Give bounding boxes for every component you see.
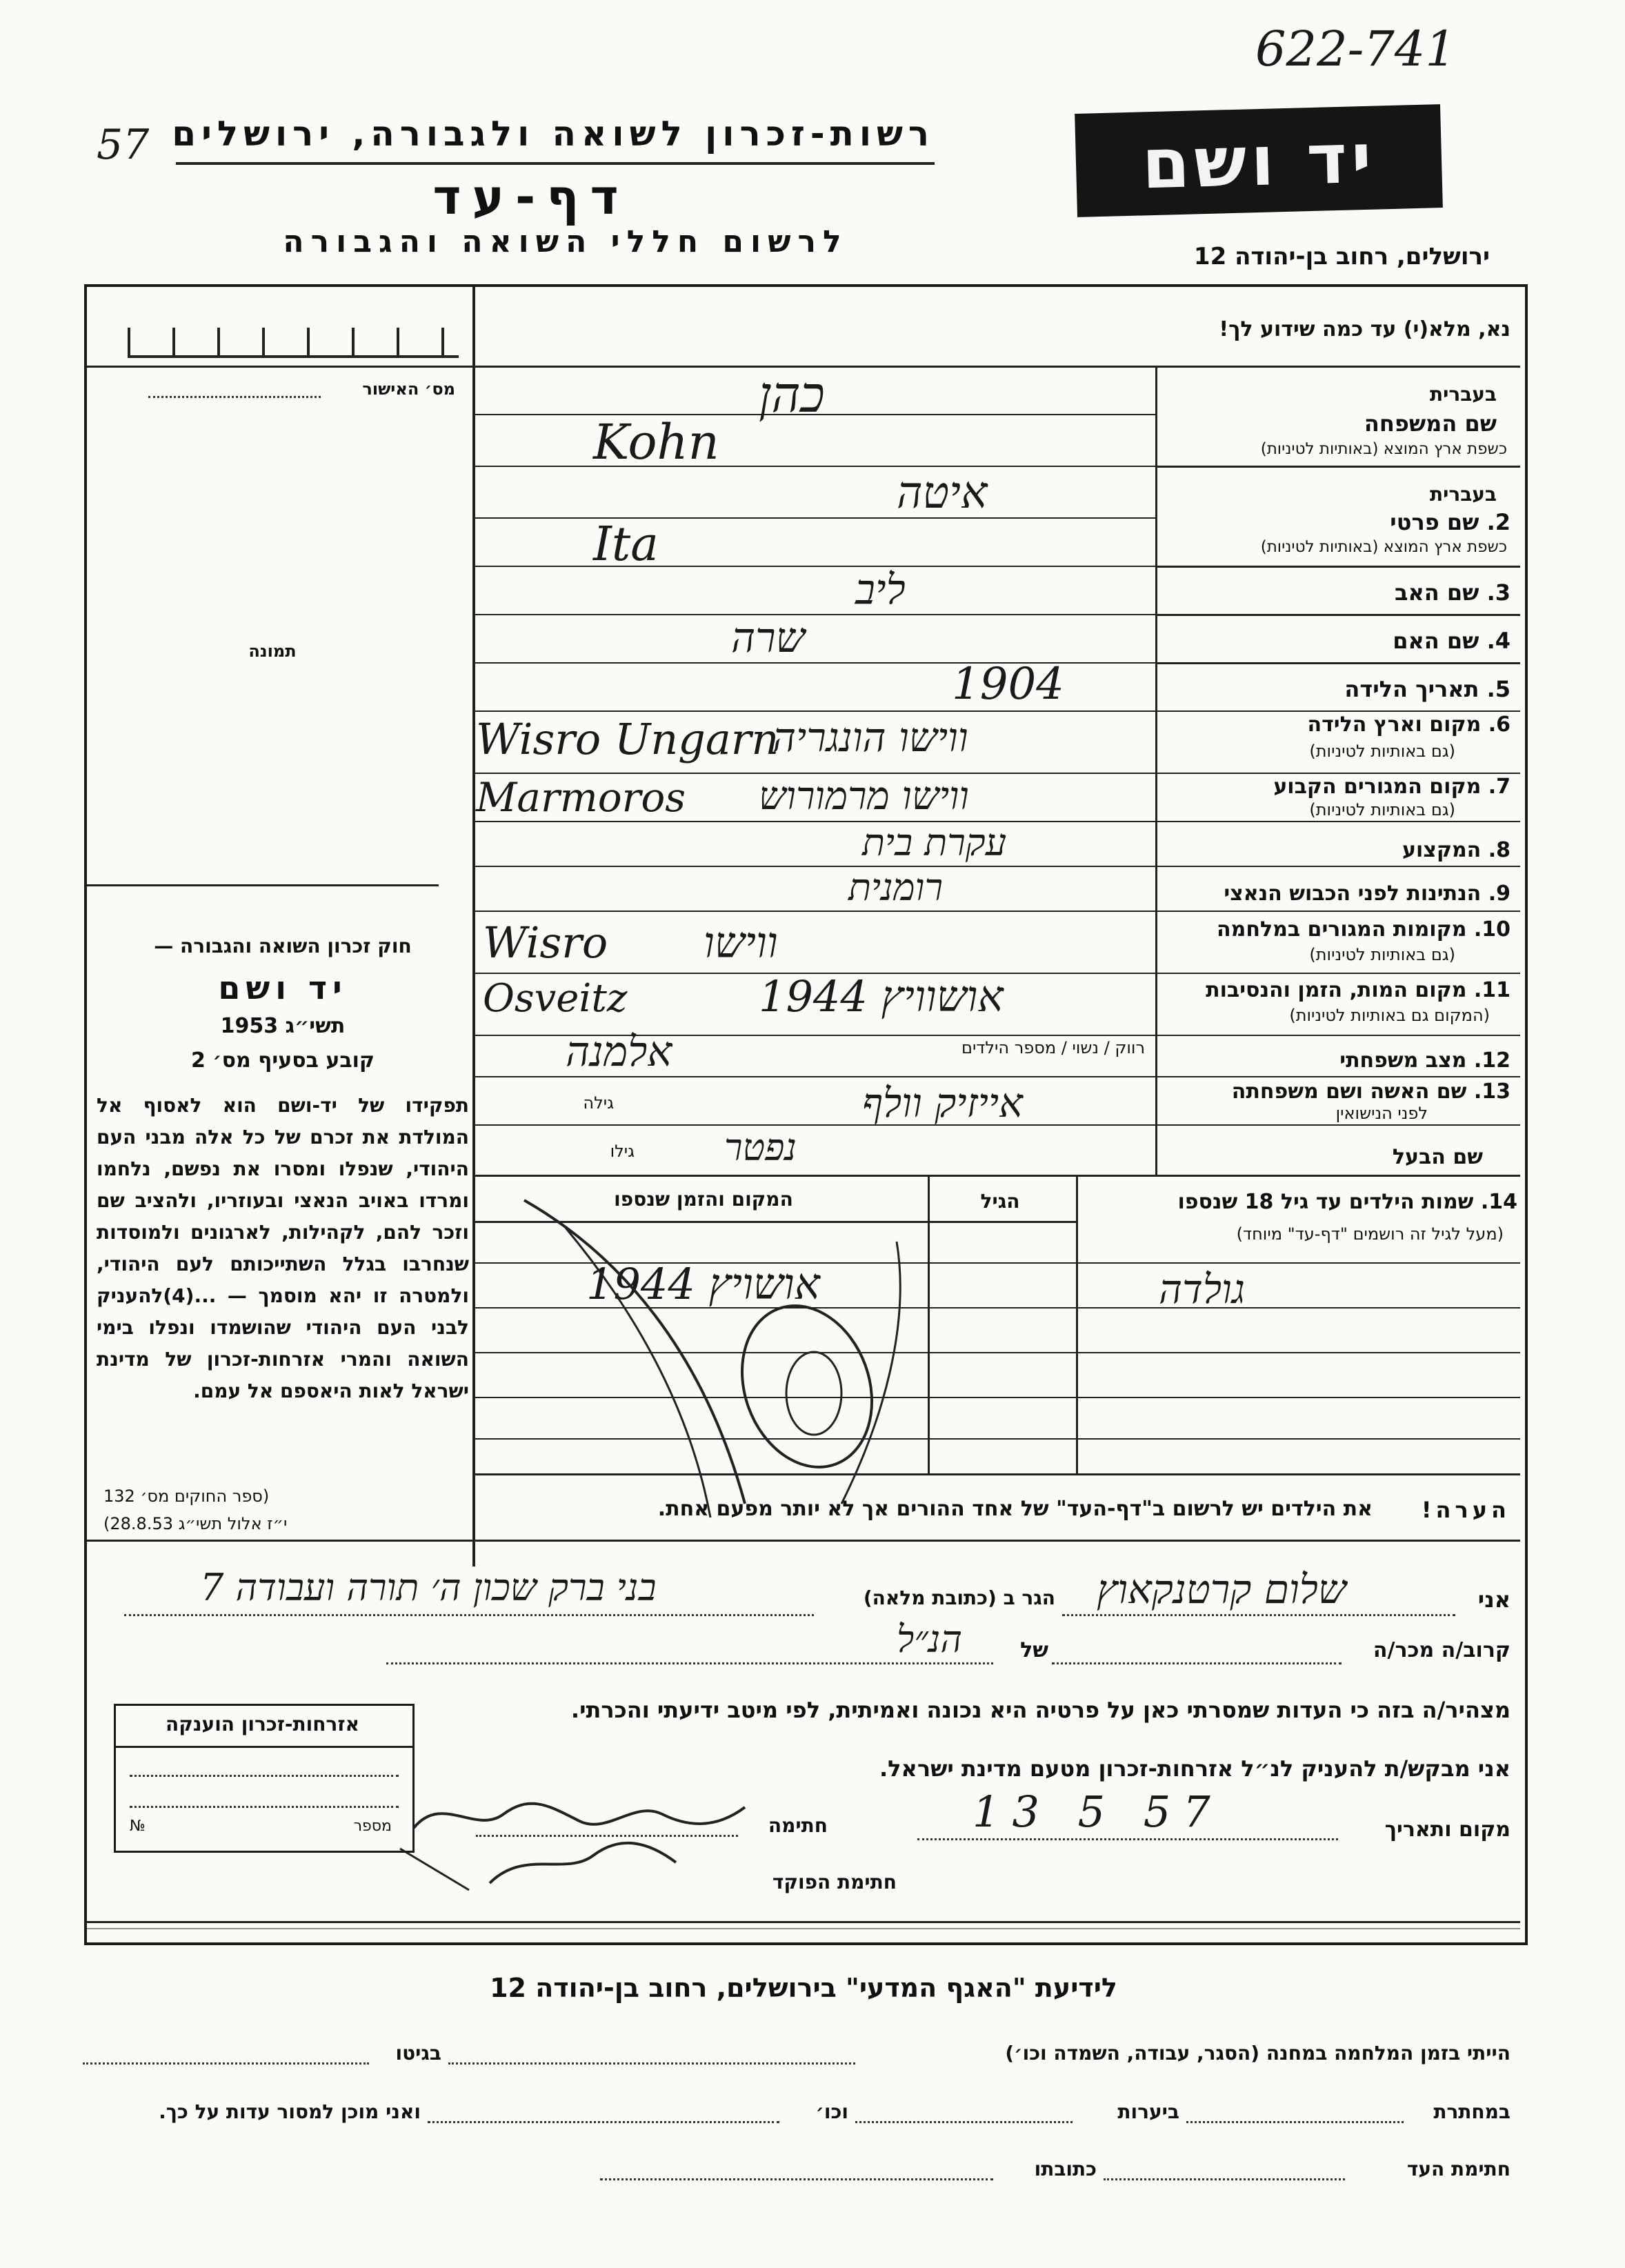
org-underline [176,162,935,165]
camp-line: הייתי בזמן המלחמה במחנה (הסגר, עבודה, השמדה וכו׳) [1005,2042,1511,2065]
law-reference: (ספר החוקים מס׳ 132 [103,1486,270,1506]
law-date: י״ז אלול תשי״ג 28.8.53) [103,1514,288,1533]
citizenship-box-title: אזרחות-זכרון הוענקה [166,1713,359,1735]
law-text: תפקידו של יד-ושם הוא לאסוף אל המולדת את זכרם של כל אלה מבני העם היהודי, שנפלו ומסרו את נפשם, נלחמו ומרדו באויב הנאצי ובעוזריו, ולהציב שם וזכר להם, לקהילות, לארגונים ולמוסדות שנחרבו בגלל השתייכותם לעם היהודי, ולמטרה זו יהא מוסמך — ...(4)להעניק לבני העם היהודי שהושמדו ונפלו בימי השואה והמרי אזרחות-זכרון של מדינת ישראל לאות היאספם אל עמם. [97,1094,469,1402]
hiding-label: במחתרת [1433,2100,1511,2123]
in-hebrew-label-2: בעברית [1429,483,1497,506]
forests-field[interactable] [855,2121,1073,2123]
death-sub: (המקום גם באותיות לטיניות) [1289,1006,1490,1025]
first-name-latin-value: Ita [593,517,659,572]
law-title: חוק זכרון השואה והגבורה — [154,935,412,957]
declarant-address-value: בני ברק שכון ה׳ תורה ועבודה 7 [200,1566,657,1609]
relative-label: קרוב/ה מכר/ה [1373,1638,1511,1662]
father-label: 3. שם האב [1394,579,1511,606]
child-fate-value: אושויץ 1944 [586,1259,820,1309]
husband-note-value: נפטר [724,1126,797,1169]
residence-latin-value: Marmoros [476,774,686,821]
first-name-hebrew-value: איטה [897,468,988,519]
nationality-label: 9. הנתינות לפני הכבוש הנאצי [1224,882,1511,906]
witness-signature-field[interactable] [1104,2178,1345,2180]
citizenship-number-sign: № [130,1818,146,1835]
lower-divider-dashed [87,1928,1520,1929]
war-residence-hebrew-value: ווישו [704,917,778,968]
camp-field[interactable] [448,2062,855,2065]
law-clause: קובע בסעיף מס׳ 2 [190,1048,375,1073]
place-date-label: מקום ותאריך [1384,1818,1511,1842]
declarant-value: שלום קרטנקאוץ [1097,1566,1346,1613]
clerk-label: חתימת הפוקד [772,1871,897,1893]
family-status-value: אלמנה [566,1028,672,1076]
pen-scribble [483,1173,1035,1531]
spouse-label: 13. שם האשה ושם משפחתה [1231,1080,1511,1104]
approval-number-label: מס׳ האישור [362,379,455,399]
mother-label: 4. שם האם [1393,628,1511,654]
side-column-divider [472,287,475,1566]
note-text: את הילדים יש לרשום ב"דף-העד" של אחד ההורים אך לא יותר מפעם אחת. [657,1497,1373,1521]
witness-address-label: כתובתו [1034,2158,1097,2180]
archive-number: 622-741 [1255,21,1456,77]
label-column-divider [1155,368,1157,1175]
lower-divider [87,1921,1520,1923]
org-line: רשות-זכרון לשואה ולגבורה, ירושלים [172,114,935,154]
relation-field[interactable] [1052,1662,1342,1664]
family-status-label: 12. מצב משפחתי [1339,1048,1511,1073]
hiding-field[interactable] [1186,2121,1404,2123]
request-text: אני מבקש/ת להעניק לנ״ל אזרחות-זכרון מטעם מדינת ישראל. [879,1755,1511,1782]
birth-place-label: 6. מקום וארץ הלידה [1307,713,1511,737]
husband-label: שם הבעל [1392,1145,1483,1169]
nationality-value: רומנית [848,866,944,909]
note-prefix: הערה! [1421,1497,1511,1523]
date-value: 13 5 57 [973,1787,1223,1837]
spouse-value: אייזיק וולף [862,1080,1023,1126]
birth-date-label: 5. תאריך הלידה [1344,676,1511,702]
death-hebrew-value: אושוויץ 1944 [759,971,1004,1022]
approval-number-field[interactable] [148,396,321,398]
side-top-divider [87,366,473,368]
note-divider [87,1540,1520,1542]
signature-label: חתימה [768,1814,828,1837]
birth-place-sub: (גם באותיות לטיניות) [1309,742,1455,761]
residence-label: 7. מקום המגורים הקבוע [1273,775,1511,799]
surname-label: שם המשפחה [1364,410,1497,437]
surname-latin-value: Kohn [593,414,719,470]
address-field[interactable] [124,1614,814,1616]
residence-hebrew-value: ווישו מרמורוש [759,774,969,819]
declarant-field[interactable] [1062,1614,1455,1616]
birth-place-hebrew-value: ווישו הונגריה [772,714,968,761]
surname-latin-sub: כשפת ארץ המוצא (באותיות לטיניות) [1260,440,1507,458]
witness-signature-label: חתימת העד [1406,2158,1511,2180]
intro-line: נא, מלא(י) עד כמה שידוע לך! [1219,317,1511,341]
photo-label: תמונה [248,641,297,661]
of-label: של [1020,1638,1048,1662]
children-sub: (מעל לגיל זה רושמים "דף-עד" מיוחד) [1236,1224,1504,1244]
ghetto-label: בגיטו [395,2042,441,2065]
header-address: ירושלים, רחוב בן-יהודה 12 [1193,243,1490,270]
spouse-sub: לפני הנישואין [1335,1104,1428,1123]
profession-value: עקרת בית [862,821,1007,864]
children-label: 14. שמות הילדים עד גיל 18 שנספו [1177,1190,1517,1214]
lives-label: הגר ב (כתובת מלאה) [863,1586,1055,1609]
witness-address-field[interactable] [600,2178,993,2180]
form-subtitle: לרשום חללי השואה והגבורה [283,224,848,259]
residence-sub: (גם באותיות לטיניות) [1309,800,1455,819]
info-line: לידיעת "האגף המדעי" בירושלים, רחוב בן-יהודה 12 [490,1973,1117,2003]
me-label: אני [1477,1586,1511,1613]
ready-label: ואני מוכן למסור עדות על כך. [159,2100,421,2123]
corner-number: 57 [97,121,150,169]
etc-label: וכו׳ [815,2100,848,2123]
mother-value: שרה [731,614,806,662]
father-value: ליב [855,566,906,614]
ghetto-field[interactable] [83,2062,369,2065]
children-col-age: הגיל [980,1190,1020,1213]
surname-hebrew-value: כהן [759,366,825,424]
spouse-age-label: גילה [583,1093,614,1113]
signature-drawing [386,1766,772,1904]
husband-age-label: גילו [610,1142,635,1161]
forests-label: ביערות [1117,2100,1179,2123]
law-name: יד ושם [218,969,348,1006]
profession-label: 8. המקצוע [1402,838,1511,862]
place-date-field[interactable] [917,1838,1338,1840]
children-col-divider-2 [1076,1177,1078,1473]
in-hebrew-label-1: בעברית [1429,383,1497,406]
family-status-options: רווק / נשוי / מספר הילדים [961,1038,1145,1057]
photo-area-bottom [87,884,439,886]
war-residence-label: 10. מקומות המגורים במלחמה [1217,917,1511,942]
children-col-place: המקום והזמן שנספו [614,1188,793,1211]
relation-of-field[interactable] [386,1662,993,1664]
death-label: 11. מקום המות, הזמן והנסיבות [1206,978,1511,1002]
war-residence-latin-value: Wisro [483,917,608,968]
death-latin-value: Osveitz [483,976,628,1021]
relation-value: הנ״ל [897,1618,962,1661]
birth-place-latin-value: Wisro Ungarn [476,714,779,764]
law-year: תשי״ג 1953 [220,1014,346,1038]
child-name-value: גולדה [1159,1266,1246,1313]
declaration-text: מצהיר/ה בזה כי העדות שמסרתי כאן על פרטיה היא נכונה ואמיתית, לפי מיטב ידיעתי והכרתי. [570,1697,1511,1723]
first-name-label: 2. שם פרטי [1390,509,1511,535]
war-residence-sub: (גם באותיות לטיניות) [1309,945,1455,964]
yad-vashem-logo: יד ושם [1075,104,1443,217]
birth-date-value: 1904 [952,659,1064,710]
citizenship-box [114,1704,415,1853]
approval-ticks [128,314,459,358]
intro-divider [475,366,1520,368]
etc-field[interactable] [428,2121,779,2123]
citizenship-number-label: מספר [353,1818,392,1835]
first-name-latin-sub: כשפת ארץ המוצא (באותיות לטיניות) [1260,538,1507,556]
form-title: דף-עד [432,169,630,226]
